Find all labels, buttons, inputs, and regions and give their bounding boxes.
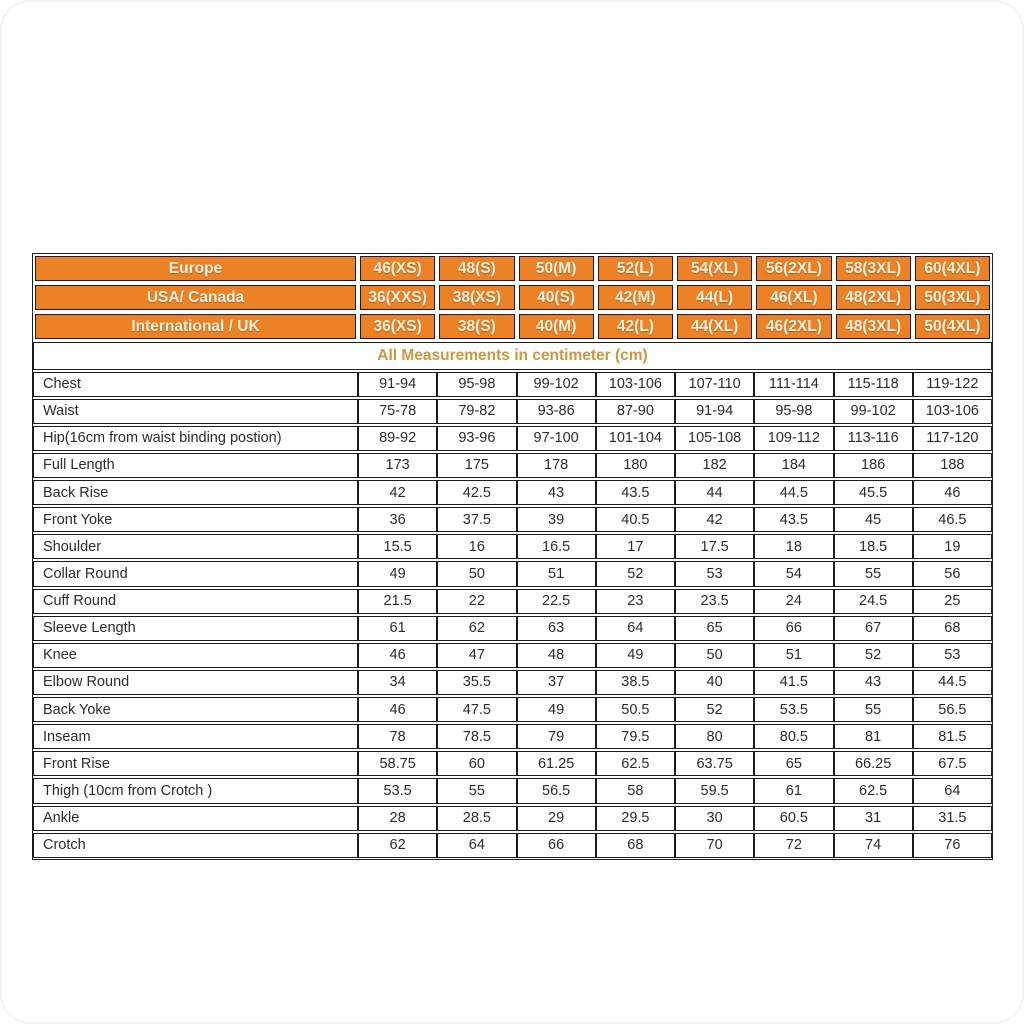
value-cell: 97-100 — [517, 426, 596, 451]
value-cell: 41.5 — [754, 670, 833, 695]
value-cell: 40 — [675, 670, 754, 695]
row-label: Back Yoke — [33, 697, 358, 722]
value-cell: 16.5 — [517, 534, 596, 559]
value-cell: 74 — [834, 833, 913, 858]
size-chart-table — [32, 253, 993, 860]
value-cell: 18.5 — [834, 534, 913, 559]
header-size-cell: 54(XL) — [677, 256, 752, 281]
header-region-label: International / UK — [35, 314, 356, 339]
row-label: Front Yoke — [33, 507, 358, 532]
value-cell: 173 — [358, 453, 437, 478]
value-cell: 66 — [754, 616, 833, 641]
value-cell: 37.5 — [437, 507, 516, 532]
value-cell: 78 — [358, 724, 437, 749]
value-cell: 80 — [675, 724, 754, 749]
value-cell: 103-106 — [913, 399, 992, 424]
value-cell: 44 — [675, 480, 754, 505]
value-cell: 60.5 — [754, 806, 833, 831]
value-cell: 80.5 — [754, 724, 833, 749]
value-cell: 43 — [834, 670, 913, 695]
value-cell: 62 — [358, 833, 437, 858]
header-size-cell: 46(XL) — [756, 285, 831, 310]
value-cell: 79 — [517, 724, 596, 749]
value-cell: 30 — [675, 806, 754, 831]
value-cell: 19 — [913, 534, 992, 559]
value-cell: 117-120 — [913, 426, 992, 451]
value-cell: 29.5 — [596, 806, 675, 831]
value-cell: 63 — [517, 616, 596, 641]
value-cell: 75-78 — [358, 399, 437, 424]
value-cell: 119-122 — [913, 372, 992, 397]
value-cell: 55 — [834, 697, 913, 722]
header-size-cell: 46(2XL) — [756, 314, 831, 339]
value-cell: 42 — [675, 507, 754, 532]
row-label: Elbow Round — [33, 670, 358, 695]
header-size-cell: 52(L) — [598, 256, 673, 281]
header-size-cell: 56(2XL) — [756, 256, 831, 281]
value-cell: 21.5 — [358, 589, 437, 614]
value-cell: 35.5 — [437, 670, 516, 695]
value-cell: 53.5 — [358, 778, 437, 803]
row-label: Thigh (10cm from Crotch ) — [33, 778, 358, 803]
value-cell: 36 — [358, 507, 437, 532]
value-cell: 78.5 — [437, 724, 516, 749]
value-cell: 61 — [358, 616, 437, 641]
value-cell: 62 — [437, 616, 516, 641]
value-cell: 67.5 — [913, 751, 992, 776]
value-cell: 23.5 — [675, 589, 754, 614]
row-label: Ankle — [33, 806, 358, 831]
value-cell: 72 — [754, 833, 833, 858]
header-size-cell: 40(S) — [519, 285, 594, 310]
value-cell: 52 — [596, 561, 675, 586]
value-cell: 17.5 — [675, 534, 754, 559]
header-size-cell: 40(M) — [519, 314, 594, 339]
value-cell: 37 — [517, 670, 596, 695]
value-cell: 15.5 — [358, 534, 437, 559]
header-size-cell: 48(3XL) — [836, 314, 911, 339]
value-cell: 50.5 — [596, 697, 675, 722]
value-cell: 105-108 — [675, 426, 754, 451]
value-cell: 91-94 — [675, 399, 754, 424]
value-cell: 24.5 — [834, 589, 913, 614]
value-cell: 55 — [834, 561, 913, 586]
value-cell: 52 — [675, 697, 754, 722]
value-cell: 101-104 — [596, 426, 675, 451]
value-cell: 17 — [596, 534, 675, 559]
value-cell: 42.5 — [437, 480, 516, 505]
value-cell: 64 — [913, 778, 992, 803]
row-label: Cuff Round — [33, 589, 358, 614]
value-cell: 45 — [834, 507, 913, 532]
header-region-label: Europe — [35, 256, 356, 281]
value-cell: 29 — [517, 806, 596, 831]
value-cell: 81.5 — [913, 724, 992, 749]
value-cell: 65 — [675, 616, 754, 641]
value-cell: 18 — [754, 534, 833, 559]
value-cell: 99-102 — [834, 399, 913, 424]
value-cell: 109-112 — [754, 426, 833, 451]
header-size-cell: 38(S) — [439, 314, 514, 339]
row-label: Chest — [33, 372, 358, 397]
value-cell: 49 — [596, 643, 675, 668]
value-cell: 22 — [437, 589, 516, 614]
value-cell: 67 — [834, 616, 913, 641]
value-cell: 42 — [358, 480, 437, 505]
header-size-cell: 48(2XL) — [836, 285, 911, 310]
value-cell: 40.5 — [596, 507, 675, 532]
value-cell: 95-98 — [437, 372, 516, 397]
value-cell: 113-116 — [834, 426, 913, 451]
value-cell: 43.5 — [596, 480, 675, 505]
value-cell: 99-102 — [517, 372, 596, 397]
value-cell: 38.5 — [596, 670, 675, 695]
value-cell: 81 — [834, 724, 913, 749]
value-cell: 61 — [754, 778, 833, 803]
value-cell: 87-90 — [596, 399, 675, 424]
value-cell: 66.25 — [834, 751, 913, 776]
header-size-cell: 60(4XL) — [915, 256, 990, 281]
measurements-unit-note: All Measurements in centimeter (cm) — [33, 342, 992, 369]
value-cell: 53 — [675, 561, 754, 586]
value-cell: 44.5 — [754, 480, 833, 505]
value-cell: 47.5 — [437, 697, 516, 722]
value-cell: 79-82 — [437, 399, 516, 424]
header-size-cell: 50(4XL) — [915, 314, 990, 339]
value-cell: 43.5 — [754, 507, 833, 532]
value-cell: 50 — [675, 643, 754, 668]
value-cell: 58.75 — [358, 751, 437, 776]
value-cell: 51 — [517, 561, 596, 586]
value-cell: 53.5 — [754, 697, 833, 722]
value-cell: 68 — [596, 833, 675, 858]
value-cell: 39 — [517, 507, 596, 532]
row-label: Inseam — [33, 724, 358, 749]
row-label: Full Length — [33, 453, 358, 478]
row-label: Sleeve Length — [33, 616, 358, 641]
value-cell: 46 — [913, 480, 992, 505]
value-cell: 68 — [913, 616, 992, 641]
value-cell: 64 — [437, 833, 516, 858]
value-cell: 61.25 — [517, 751, 596, 776]
value-cell: 79.5 — [596, 724, 675, 749]
value-cell: 52 — [834, 643, 913, 668]
value-cell: 93-96 — [437, 426, 516, 451]
value-cell: 47 — [437, 643, 516, 668]
header-size-cell: 44(L) — [677, 285, 752, 310]
value-cell: 56 — [913, 561, 992, 586]
value-cell: 16 — [437, 534, 516, 559]
value-cell: 49 — [517, 697, 596, 722]
value-cell: 49 — [358, 561, 437, 586]
value-cell: 46.5 — [913, 507, 992, 532]
value-cell: 103-106 — [596, 372, 675, 397]
header-size-cell: 36(XXS) — [360, 285, 435, 310]
row-label: Shoulder — [33, 534, 358, 559]
value-cell: 44.5 — [913, 670, 992, 695]
value-cell: 31.5 — [913, 806, 992, 831]
value-cell: 180 — [596, 453, 675, 478]
value-cell: 62.5 — [834, 778, 913, 803]
value-cell: 43 — [517, 480, 596, 505]
value-cell: 66 — [517, 833, 596, 858]
header-size-cell: 42(M) — [598, 285, 673, 310]
value-cell: 34 — [358, 670, 437, 695]
row-label: Collar Round — [33, 561, 358, 586]
header-size-cell: 46(XS) — [360, 256, 435, 281]
value-cell: 28 — [358, 806, 437, 831]
value-cell: 25 — [913, 589, 992, 614]
size-chart-grid — [32, 253, 993, 860]
header-size-cell: 36(XS) — [360, 314, 435, 339]
value-cell: 95-98 — [754, 399, 833, 424]
header-size-cell: 50(3XL) — [915, 285, 990, 310]
header-size-cell: 48(S) — [439, 256, 514, 281]
value-cell: 50 — [437, 561, 516, 586]
value-cell: 188 — [913, 453, 992, 478]
header-size-cell: 58(3XL) — [836, 256, 911, 281]
row-label: Back Rise — [33, 480, 358, 505]
value-cell: 31 — [834, 806, 913, 831]
value-cell: 46 — [358, 643, 437, 668]
value-cell: 115-118 — [834, 372, 913, 397]
value-cell: 62.5 — [596, 751, 675, 776]
value-cell: 55 — [437, 778, 516, 803]
header-size-cell: 44(XL) — [677, 314, 752, 339]
row-label: Hip(16cm from waist binding postion) — [33, 426, 358, 451]
row-label: Front Rise — [33, 751, 358, 776]
value-cell: 56.5 — [913, 697, 992, 722]
value-cell: 91-94 — [358, 372, 437, 397]
value-cell: 51 — [754, 643, 833, 668]
value-cell: 76 — [913, 833, 992, 858]
value-cell: 45.5 — [834, 480, 913, 505]
value-cell: 48 — [517, 643, 596, 668]
value-cell: 53 — [913, 643, 992, 668]
value-cell: 89-92 — [358, 426, 437, 451]
value-cell: 111-114 — [754, 372, 833, 397]
value-cell: 175 — [437, 453, 516, 478]
value-cell: 28.5 — [437, 806, 516, 831]
value-cell: 22.5 — [517, 589, 596, 614]
value-cell: 70 — [675, 833, 754, 858]
value-cell: 54 — [754, 561, 833, 586]
row-label: Knee — [33, 643, 358, 668]
value-cell: 46 — [358, 697, 437, 722]
value-cell: 56.5 — [517, 778, 596, 803]
header-size-cell: 42(L) — [598, 314, 673, 339]
value-cell: 64 — [596, 616, 675, 641]
row-label: Crotch — [33, 833, 358, 858]
row-label: Waist — [33, 399, 358, 424]
value-cell: 59.5 — [675, 778, 754, 803]
value-cell: 24 — [754, 589, 833, 614]
value-cell: 63.75 — [675, 751, 754, 776]
value-cell: 182 — [675, 453, 754, 478]
value-cell: 65 — [754, 751, 833, 776]
value-cell: 58 — [596, 778, 675, 803]
value-cell: 60 — [437, 751, 516, 776]
value-cell: 178 — [517, 453, 596, 478]
value-cell: 23 — [596, 589, 675, 614]
value-cell: 184 — [754, 453, 833, 478]
header-size-cell: 38(XS) — [439, 285, 514, 310]
value-cell: 93-86 — [517, 399, 596, 424]
value-cell: 186 — [834, 453, 913, 478]
header-region-label: USA/ Canada — [35, 285, 356, 310]
header-size-cell: 50(M) — [519, 256, 594, 281]
value-cell: 107-110 — [675, 372, 754, 397]
